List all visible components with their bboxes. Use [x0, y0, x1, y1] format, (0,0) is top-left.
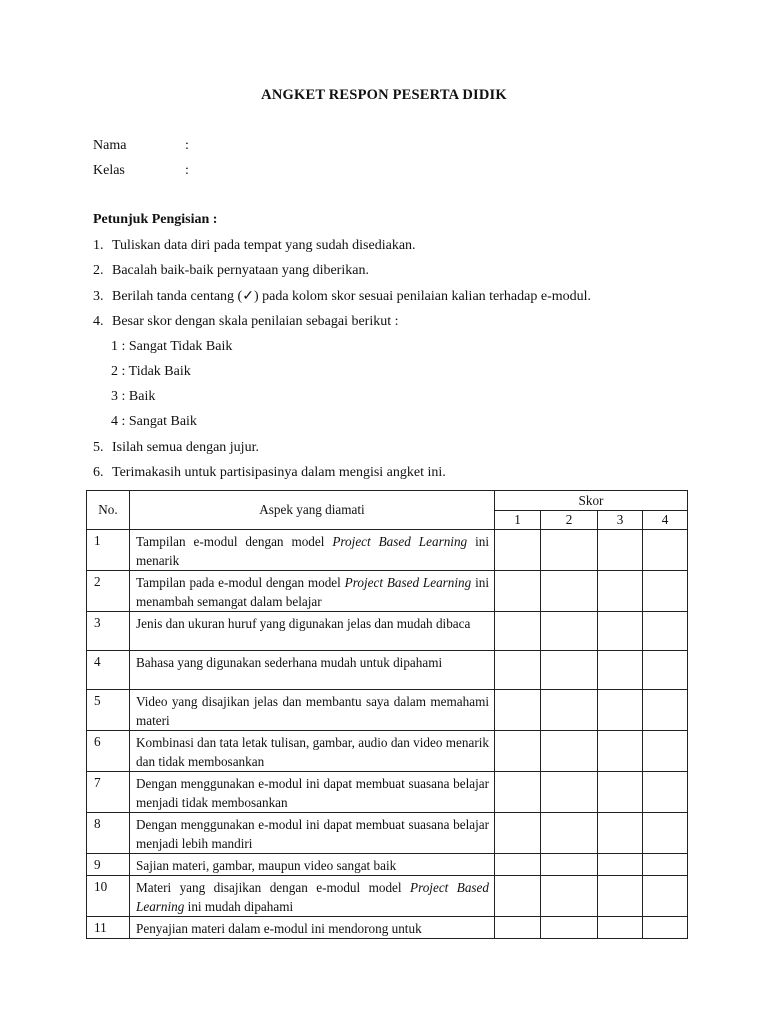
header-skor-level: 3	[598, 511, 643, 530]
instruction-number: 1.	[93, 238, 104, 253]
score-cell-3[interactable]	[598, 876, 643, 917]
aspect-text	[136, 653, 489, 672]
instruction-text: Besar skor dengan skala penilaian sebagai berikut :	[112, 314, 399, 329]
scale-item: 1 : Sangat Tidak Baik	[111, 339, 233, 354]
field-nama-label: Nama	[93, 138, 127, 153]
header-skor-level: 4	[643, 511, 688, 530]
score-cell-4[interactable]	[643, 690, 688, 731]
score-cell-3[interactable]	[598, 651, 643, 690]
row-number: 3	[87, 612, 130, 651]
aspect-text	[136, 532, 489, 570]
instruction-text: Isilah semua dengan jujur.	[112, 440, 259, 455]
row-number: 10	[87, 876, 130, 917]
page-title: ANGKET RESPON PESERTA DIDIK	[261, 87, 507, 103]
aspect-text	[136, 856, 489, 875]
table-row	[87, 917, 688, 939]
score-cell-1[interactable]	[495, 690, 541, 731]
row-number: 1	[87, 530, 130, 571]
instruction-item	[93, 288, 591, 305]
aspect-text	[136, 614, 489, 633]
score-cell-1[interactable]	[495, 530, 541, 571]
score-cell-2[interactable]	[541, 530, 598, 571]
aspect-text-part: Sajian materi, gambar, maupun video sangat baik	[136, 858, 397, 873]
score-cell-3[interactable]	[598, 772, 643, 813]
score-cell-3[interactable]	[598, 731, 643, 772]
aspect-cell	[130, 651, 495, 690]
field-kelas-label: Kelas	[93, 163, 125, 178]
row-number: 7	[87, 772, 130, 813]
row-number: 2	[87, 571, 130, 612]
instruction-item	[93, 263, 369, 279]
instruction-text: Tuliskan data diri pada tempat yang sudah disediakan.	[112, 238, 416, 253]
instruction-item	[93, 238, 416, 254]
instruction-text: Bacalah baik-baik pernyataan yang diberikan.	[112, 263, 369, 278]
field-kelas	[93, 163, 189, 179]
score-cell-1[interactable]	[495, 876, 541, 917]
table-row	[87, 731, 688, 772]
aspect-text-part: ini menarik	[136, 534, 490, 568]
row-number: 9	[87, 854, 130, 876]
row-number: 6	[87, 731, 130, 772]
aspect-cell	[130, 690, 495, 731]
aspect-text	[136, 878, 489, 916]
score-cell-3[interactable]	[598, 530, 643, 571]
instructions-heading: Petunjuk Pengisian :	[93, 212, 218, 227]
score-cell-4[interactable]	[643, 772, 688, 813]
aspect-text-part: ini mudah dipahami	[184, 899, 294, 914]
aspect-text-part: Materi yang disajikan dengan e-modul model	[136, 880, 411, 895]
score-cell-2[interactable]	[541, 731, 598, 772]
score-cell-3[interactable]	[598, 917, 643, 939]
scale-item: 3 : Baik	[111, 389, 156, 404]
field-kelas-separator: :	[185, 163, 189, 178]
score-cell-4[interactable]	[643, 530, 688, 571]
aspect-text	[136, 733, 489, 771]
header-skor-level: 2	[541, 511, 598, 530]
instruction-number: 4.	[93, 314, 104, 329]
aspect-text	[136, 919, 489, 938]
row-number: 5	[87, 690, 130, 731]
survey-table	[86, 490, 688, 939]
row-number: 8	[87, 813, 130, 854]
score-cell-3[interactable]	[598, 813, 643, 854]
score-cell-4[interactable]	[643, 612, 688, 651]
row-number: 11	[87, 917, 130, 939]
score-cell-2[interactable]	[541, 772, 598, 813]
aspect-text-part: Dengan menggunakan e-modul ini dapat membuat suasana belajar menjadi lebih mandiri	[136, 817, 489, 851]
aspect-cell	[130, 772, 495, 813]
instruction-item	[93, 440, 259, 456]
aspect-text-part: Jenis dan ukuran huruf yang digunakan jelas dan mudah dibaca	[136, 616, 471, 631]
score-cell-1[interactable]	[495, 772, 541, 813]
score-cell-2[interactable]	[541, 571, 598, 612]
score-cell-3[interactable]	[598, 854, 643, 876]
score-cell-1[interactable]	[495, 854, 541, 876]
score-cell-2[interactable]	[541, 690, 598, 731]
aspect-cell	[130, 917, 495, 939]
scale-item: 4 : Sangat Baik	[111, 414, 197, 429]
aspect-text-italic: Project Based Learning	[332, 534, 468, 549]
aspect-text	[136, 573, 489, 611]
aspect-text-part: ini menambah semangat dalam belajar	[136, 575, 490, 609]
aspect-text-part: Bahasa yang digunakan sederhana mudah untuk dipahami	[136, 655, 443, 670]
aspect-text-part: Tampilan e-modul dengan model	[136, 534, 333, 549]
aspect-cell	[130, 571, 495, 612]
score-cell-4[interactable]	[643, 854, 688, 876]
field-nama-separator: :	[185, 138, 189, 153]
instruction-item	[93, 465, 446, 481]
row-number: 4	[87, 651, 130, 690]
header-skor: Skor	[495, 491, 688, 511]
aspect-text-italic: Project Based Learning	[344, 575, 472, 590]
aspect-text-part: Tampilan pada e-modul dengan model	[136, 575, 345, 590]
score-cell-2[interactable]	[541, 612, 598, 651]
table-row	[87, 854, 688, 876]
table-row	[87, 690, 688, 731]
score-cell-1[interactable]	[495, 571, 541, 612]
aspect-text	[136, 692, 489, 730]
aspect-text-part: Dengan menggunakan e-modul ini dapat membuat suasana belajar menjadi tidak membosankan	[136, 776, 489, 810]
aspect-cell	[130, 530, 495, 571]
score-cell-4[interactable]	[643, 651, 688, 690]
aspect-text-part: Video yang disajikan jelas dan membantu saya dalam memahami materi	[136, 694, 489, 728]
score-cell-3[interactable]	[598, 612, 643, 651]
instruction-number: 5.	[93, 440, 104, 455]
score-cell-2[interactable]	[541, 854, 598, 876]
table-row	[87, 772, 688, 813]
score-cell-1[interactable]	[495, 731, 541, 772]
table-row	[87, 571, 688, 612]
score-cell-2[interactable]	[541, 813, 598, 854]
aspect-cell	[130, 876, 495, 917]
instruction-number: 6.	[93, 465, 104, 480]
score-cell-4[interactable]	[643, 813, 688, 854]
aspect-cell	[130, 813, 495, 854]
instruction-number: 3.	[93, 289, 104, 304]
header-skor-level: 1	[495, 511, 541, 530]
table-row	[87, 612, 688, 651]
score-cell-3[interactable]	[598, 690, 643, 731]
aspect-text	[136, 774, 489, 812]
score-cell-1[interactable]	[495, 651, 541, 690]
score-cell-2[interactable]	[541, 917, 598, 939]
table-row	[87, 876, 688, 917]
aspect-cell	[130, 854, 495, 876]
field-nama	[93, 138, 189, 154]
aspect-text-italic: Project Based Learning	[136, 880, 490, 914]
score-cell-1[interactable]	[495, 917, 541, 939]
aspect-cell	[130, 731, 495, 772]
score-cell-2[interactable]	[541, 876, 598, 917]
score-cell-4[interactable]	[643, 571, 688, 612]
instruction-text: Berilah tanda centang (✓) pada kolom skor sesuai penilaian kalian terhadap e-modul.	[112, 289, 592, 304]
header-no: No.	[87, 491, 130, 530]
aspect-cell	[130, 612, 495, 651]
score-cell-3[interactable]	[598, 571, 643, 612]
header-aspect: Aspek yang diamati	[130, 491, 495, 530]
aspect-text-part: Kombinasi dan tata letak tulisan, gambar, audio dan video menarik dan tidak membosankan	[136, 735, 489, 769]
score-cell-4[interactable]	[643, 876, 688, 917]
score-cell-4[interactable]	[643, 731, 688, 772]
table-row	[87, 813, 688, 854]
instruction-number: 2.	[93, 263, 104, 278]
score-cell-1[interactable]	[495, 612, 541, 651]
score-cell-2[interactable]	[541, 651, 598, 690]
instruction-item	[93, 314, 399, 330]
table-row	[87, 530, 688, 571]
score-cell-1[interactable]	[495, 813, 541, 854]
aspect-text	[136, 815, 489, 853]
score-cell-4[interactable]	[643, 917, 688, 939]
aspect-text-part: Penyajian materi dalam e-modul ini mendorong untuk	[136, 921, 422, 936]
scale-item: 2 : Tidak Baik	[111, 364, 191, 379]
table-row	[87, 651, 688, 690]
instruction-text: Terimakasih untuk partisipasinya dalam mengisi angket ini.	[112, 465, 446, 480]
